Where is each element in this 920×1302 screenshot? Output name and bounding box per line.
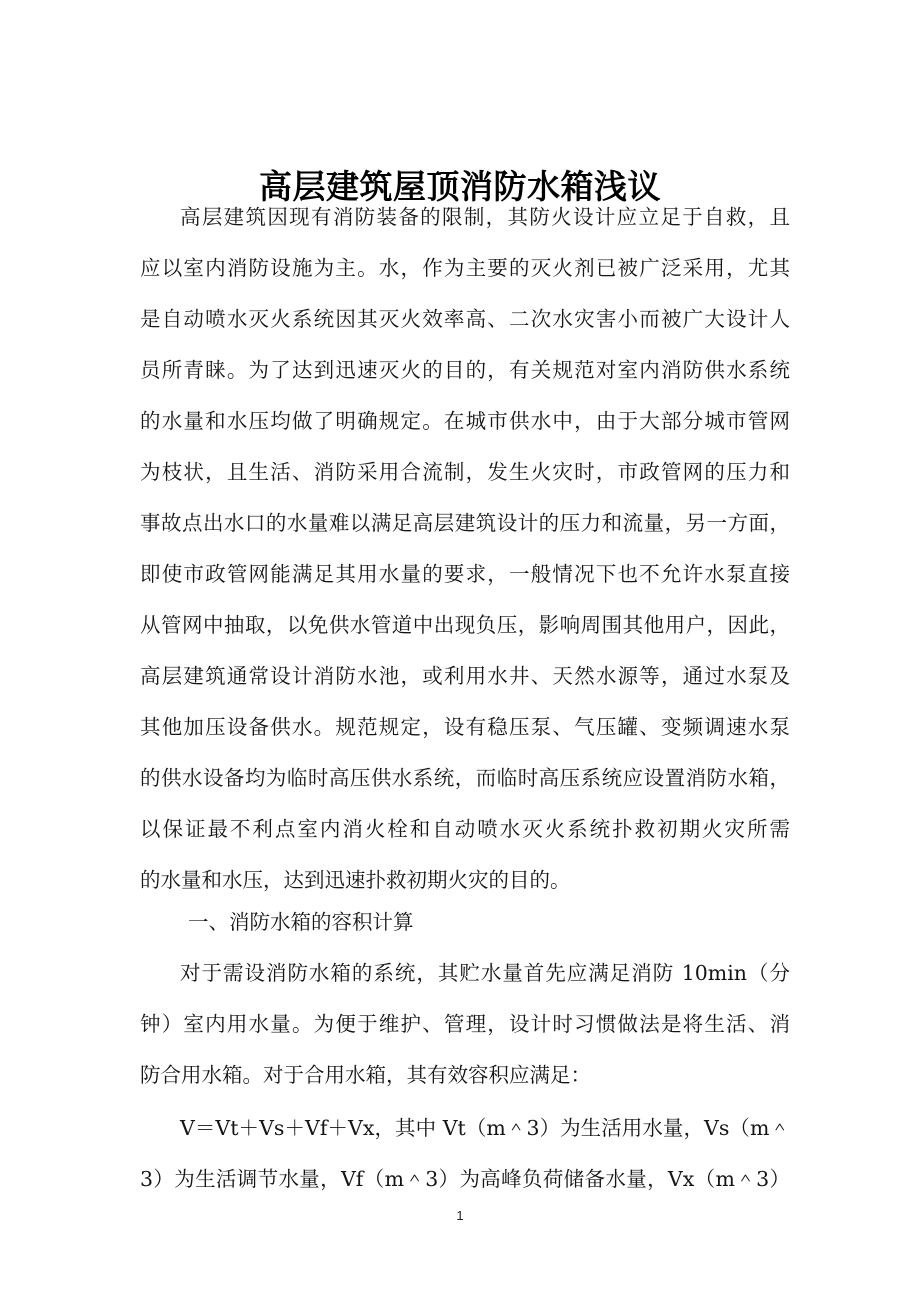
paragraph-line: 从管网中抽取，以免供水管道中出现负压，影响周围其他用户，因此， (140, 613, 790, 637)
paragraph-line: 高层建筑通常设计消防水池，或利用水井、天然水源等，通过水泵及 (140, 664, 790, 688)
page-number: 1 (456, 1208, 464, 1223)
section-heading: 一、消防水箱的容积计算 (188, 910, 414, 934)
paragraph-line: 的水量和水压均做了明确规定。在城市供水中，由于大部分城市管网 (140, 409, 790, 433)
paragraph-line: 对于需设消防水箱的系统，其贮水量首先应满足消防 10min（分 (180, 961, 790, 985)
paragraph-line: 的水量和水压，达到迅速扑救初期火灾的目的。 (140, 868, 571, 892)
paragraph-line: 员所青睐。为了达到迅速灭火的目的，有关规范对室内消防供水系统 (140, 358, 790, 382)
paragraph-line: 高层建筑因现有消防装备的限制，其防火设计应立足于自救，且 (180, 205, 790, 229)
paragraph-line: 事故点出水口的水量难以满足高层建筑设计的压力和流量，另一方面， (140, 511, 790, 535)
paragraph-line: 3）为生活调节水量，Vf（m＾3）为高峰负荷储备水量，Vx（m＾3） (140, 1167, 790, 1191)
paragraph-line: 的供水设备均为临时高压供水系统，而临时高压系统应设置消防水箱， (140, 766, 790, 790)
paragraph-line: 其他加压设备供水。规范规定，设有稳压泵、气压罐、变频调速水泵 (140, 715, 790, 739)
formula-line: V＝Vt＋Vs＋Vf＋Vx，其中 Vt（m＾3）为生活用水量，Vs（m＾ (180, 1116, 790, 1140)
paragraph-line: 是自动喷水灭火系统因其灭火效率高、二次水灾害小而被广大设计人 (140, 307, 790, 331)
paragraph-line: 以保证最不利点室内消火栓和自动喷水灭火系统扑救初期火灾所需 (140, 817, 790, 841)
paragraph-line: 为枝状，且生活、消防采用合流制，发生火灾时，市政管网的压力和 (140, 460, 790, 484)
paragraph-line: 防合用水箱。对于合用水箱，其有效容积应满足： (140, 1063, 591, 1087)
paragraph-line: 应以室内消防设施为主。水，作为主要的灭火剂已被广泛采用，尤其 (140, 256, 790, 280)
paragraph-line: 钟）室内用水量。为便于维护、管理，设计时习惯做法是将生活、消 (140, 1012, 790, 1036)
paragraph-line: 即使市政管网能满足其用水量的要求，一般情况下也不允许水泵直接 (140, 562, 790, 586)
document-title: 高层建筑屋顶消防水箱浅议 (259, 167, 661, 207)
